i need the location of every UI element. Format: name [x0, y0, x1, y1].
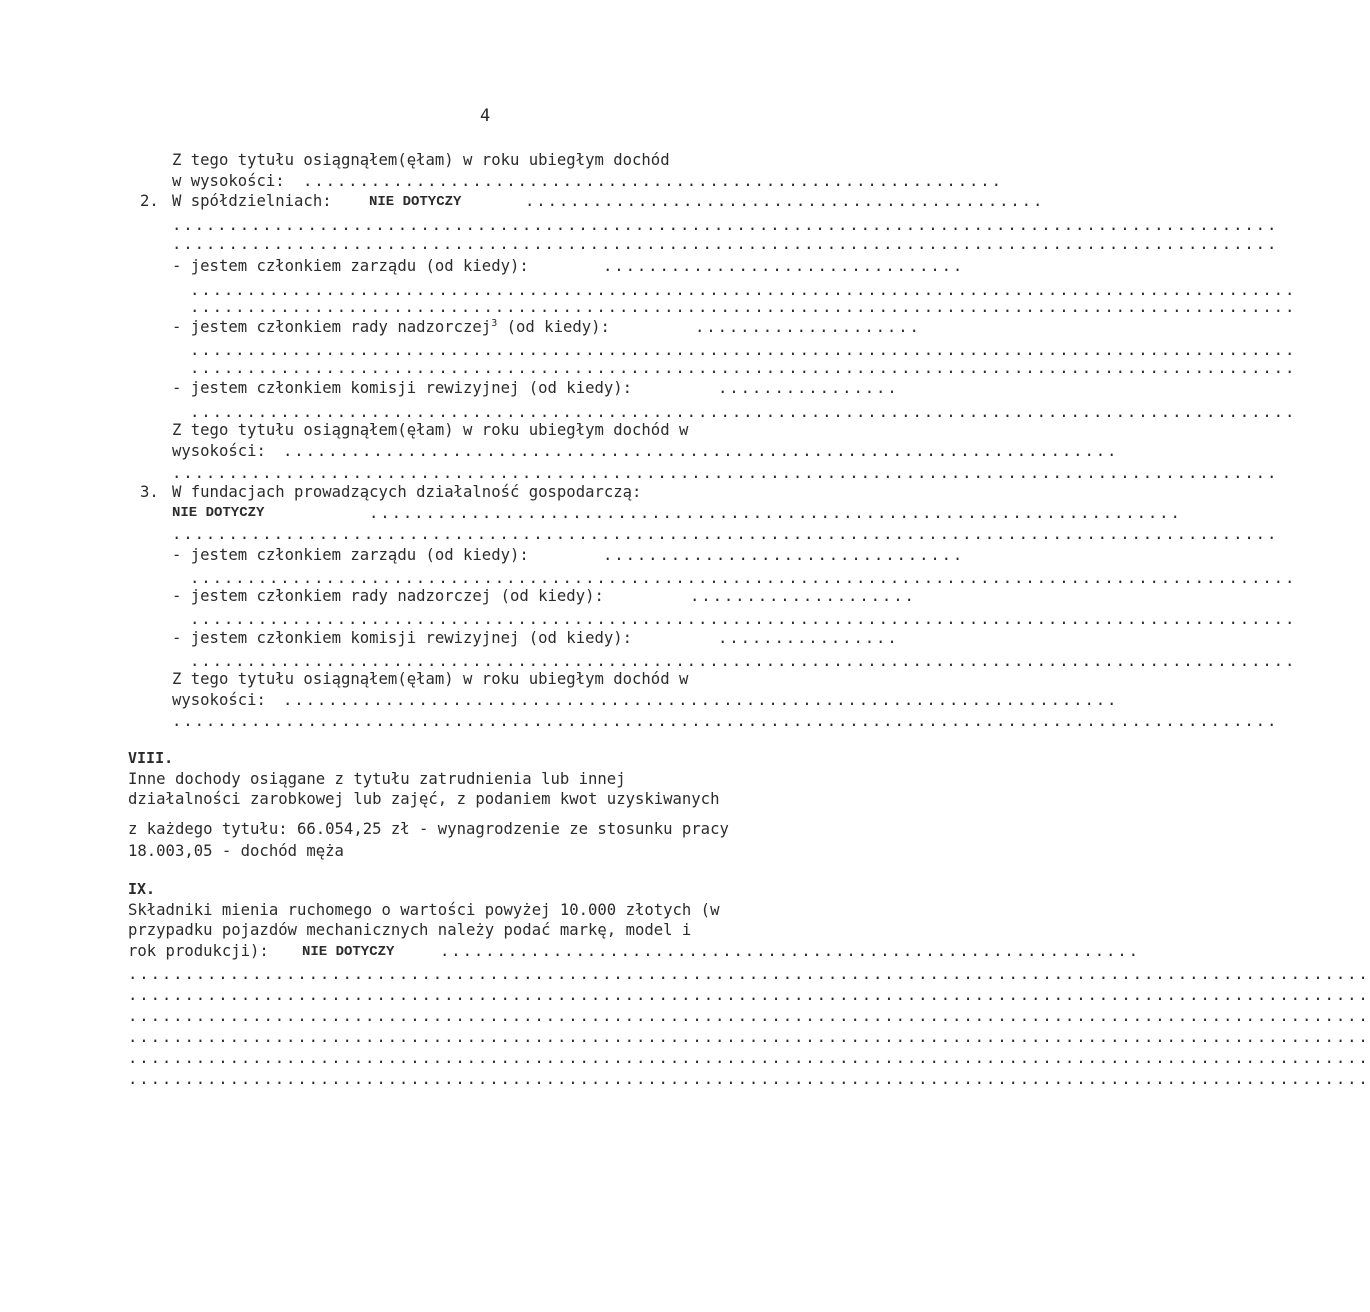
- item-2-value: NIE DOTYCZY: [369, 194, 462, 210]
- fill-dots: ..........................................................................: [283, 691, 1119, 709]
- komisji-line-a: - jestem członkiem komisji rewizyjnej (od kiedy):: [172, 379, 633, 397]
- rady-line-a-text: - jestem członkiem rady nadzorczej: [172, 318, 492, 336]
- section-ix-value: NIE DOTYCZY: [302, 944, 395, 960]
- section-viii-line-2: działalności zarobkowej lub zajęć, z podaniem kwot uzyskiwanych: [128, 790, 720, 808]
- section-ix-line-2: przypadku pojazdów mechanicznych należy podać markę, model i: [128, 921, 692, 939]
- fill-dots: ........................................................................: [369, 504, 1182, 522]
- rady-line-a: [172, 317, 610, 337]
- fill-dots: ..................................................................................................: [190, 569, 1297, 587]
- fill-dots: ..............................................................................................................: [128, 965, 1370, 983]
- zarzad-line-a: - jestem członkiem zarządu (od kiedy):: [172, 257, 529, 275]
- fill-dots: ..................................................................................................: [190, 298, 1297, 316]
- footnote-ref: 3: [491, 318, 498, 329]
- section-ix-line-1: Składniki mienia ruchomego o wartości powyżej 10.000 złotych (w: [128, 901, 720, 919]
- item-3-text: W fundacjach prowadzących działalność gospodarczą:: [172, 483, 642, 501]
- fill-dots: ..................................................................................................: [190, 281, 1297, 299]
- section-viii-heading: VIII.: [128, 749, 174, 767]
- fill-dots: ..................................................................................................: [190, 359, 1297, 377]
- fill-dots: ..................................................................................................: [172, 235, 1279, 253]
- fill-dots: ..............................................................: [303, 172, 1003, 190]
- item-2-text: W spółdzielniach:: [172, 192, 332, 210]
- fill-dots: ..........................................................................: [283, 442, 1119, 460]
- income-a-line-2: wysokości:: [172, 442, 266, 460]
- section-ix-line-3: rok produkcji):: [128, 942, 269, 960]
- fill-dots: ..................................................................................................: [172, 712, 1279, 730]
- rady-line-a-tail: (od kiedy):: [497, 318, 610, 336]
- fill-dots: ................................: [603, 257, 965, 275]
- section-ix-heading: IX.: [128, 880, 156, 898]
- komisji-line-b: - jestem członkiem komisji rewizyjnej (od kiedy):: [172, 629, 633, 647]
- fill-dots: ..................................................................................................: [190, 652, 1297, 670]
- fill-dots: ..............................................................................................................: [128, 1070, 1370, 1088]
- fill-dots: ..................................................................................................: [190, 610, 1297, 628]
- fill-dots: ..............................................................: [440, 942, 1140, 960]
- section-viii-line-4: 18.003,05 - dochód męża: [128, 842, 344, 860]
- fill-dots: ..............................................: [525, 192, 1045, 210]
- fill-dots: ..................................................................................................: [172, 525, 1279, 543]
- income-line-1: Z tego tytułu osiągnąłem(ęłam) w roku ubiegłym dochód: [172, 151, 670, 169]
- fill-dots: ................................: [603, 546, 965, 564]
- fill-dots: ..................................................................................................: [190, 403, 1297, 421]
- fill-dots: ..............................................................................................................: [128, 986, 1370, 1004]
- fill-dots: ................: [718, 379, 899, 397]
- income-line-2: w wysokości:: [172, 172, 285, 190]
- zarzad-line-b: - jestem członkiem zarządu (od kiedy):: [172, 546, 529, 564]
- item-3-value: NIE DOTYCZY: [172, 505, 265, 521]
- fill-dots: ..................................................................................................: [172, 464, 1279, 482]
- item-2-number: 2.: [140, 192, 159, 210]
- fill-dots: ..............................................................................................................: [128, 1007, 1370, 1025]
- fill-dots: ..................................................................................................: [172, 216, 1279, 234]
- income-b-line-1: Z tego tytułu osiągnąłem(ęłam) w roku ubiegłym dochód w: [172, 670, 689, 688]
- income-b-line-2: wysokości:: [172, 691, 266, 709]
- fill-dots: ..................................................................................................: [190, 341, 1297, 359]
- rady-line-b: - jestem członkiem rady nadzorczej (od kiedy):: [172, 587, 604, 605]
- page-number: 4: [480, 106, 491, 126]
- fill-dots: ................: [718, 629, 899, 647]
- income-a-line-1: Z tego tytułu osiągnąłem(ęłam) w roku ubiegłym dochód w: [172, 421, 689, 439]
- section-viii-line-1: Inne dochody osiągane z tytułu zatrudnienia lub innej: [128, 770, 626, 788]
- fill-dots: ..............................................................................................................: [128, 1049, 1370, 1067]
- item-3-number: 3.: [140, 483, 159, 501]
- fill-dots: ..............................................................................................................: [128, 1028, 1370, 1046]
- fill-dots: ....................: [695, 318, 921, 336]
- section-viii-line-3: z każdego tytułu: 66.054,25 zł - wynagrodzenie ze stosunku pracy: [128, 820, 729, 838]
- fill-dots: ....................: [690, 587, 916, 605]
